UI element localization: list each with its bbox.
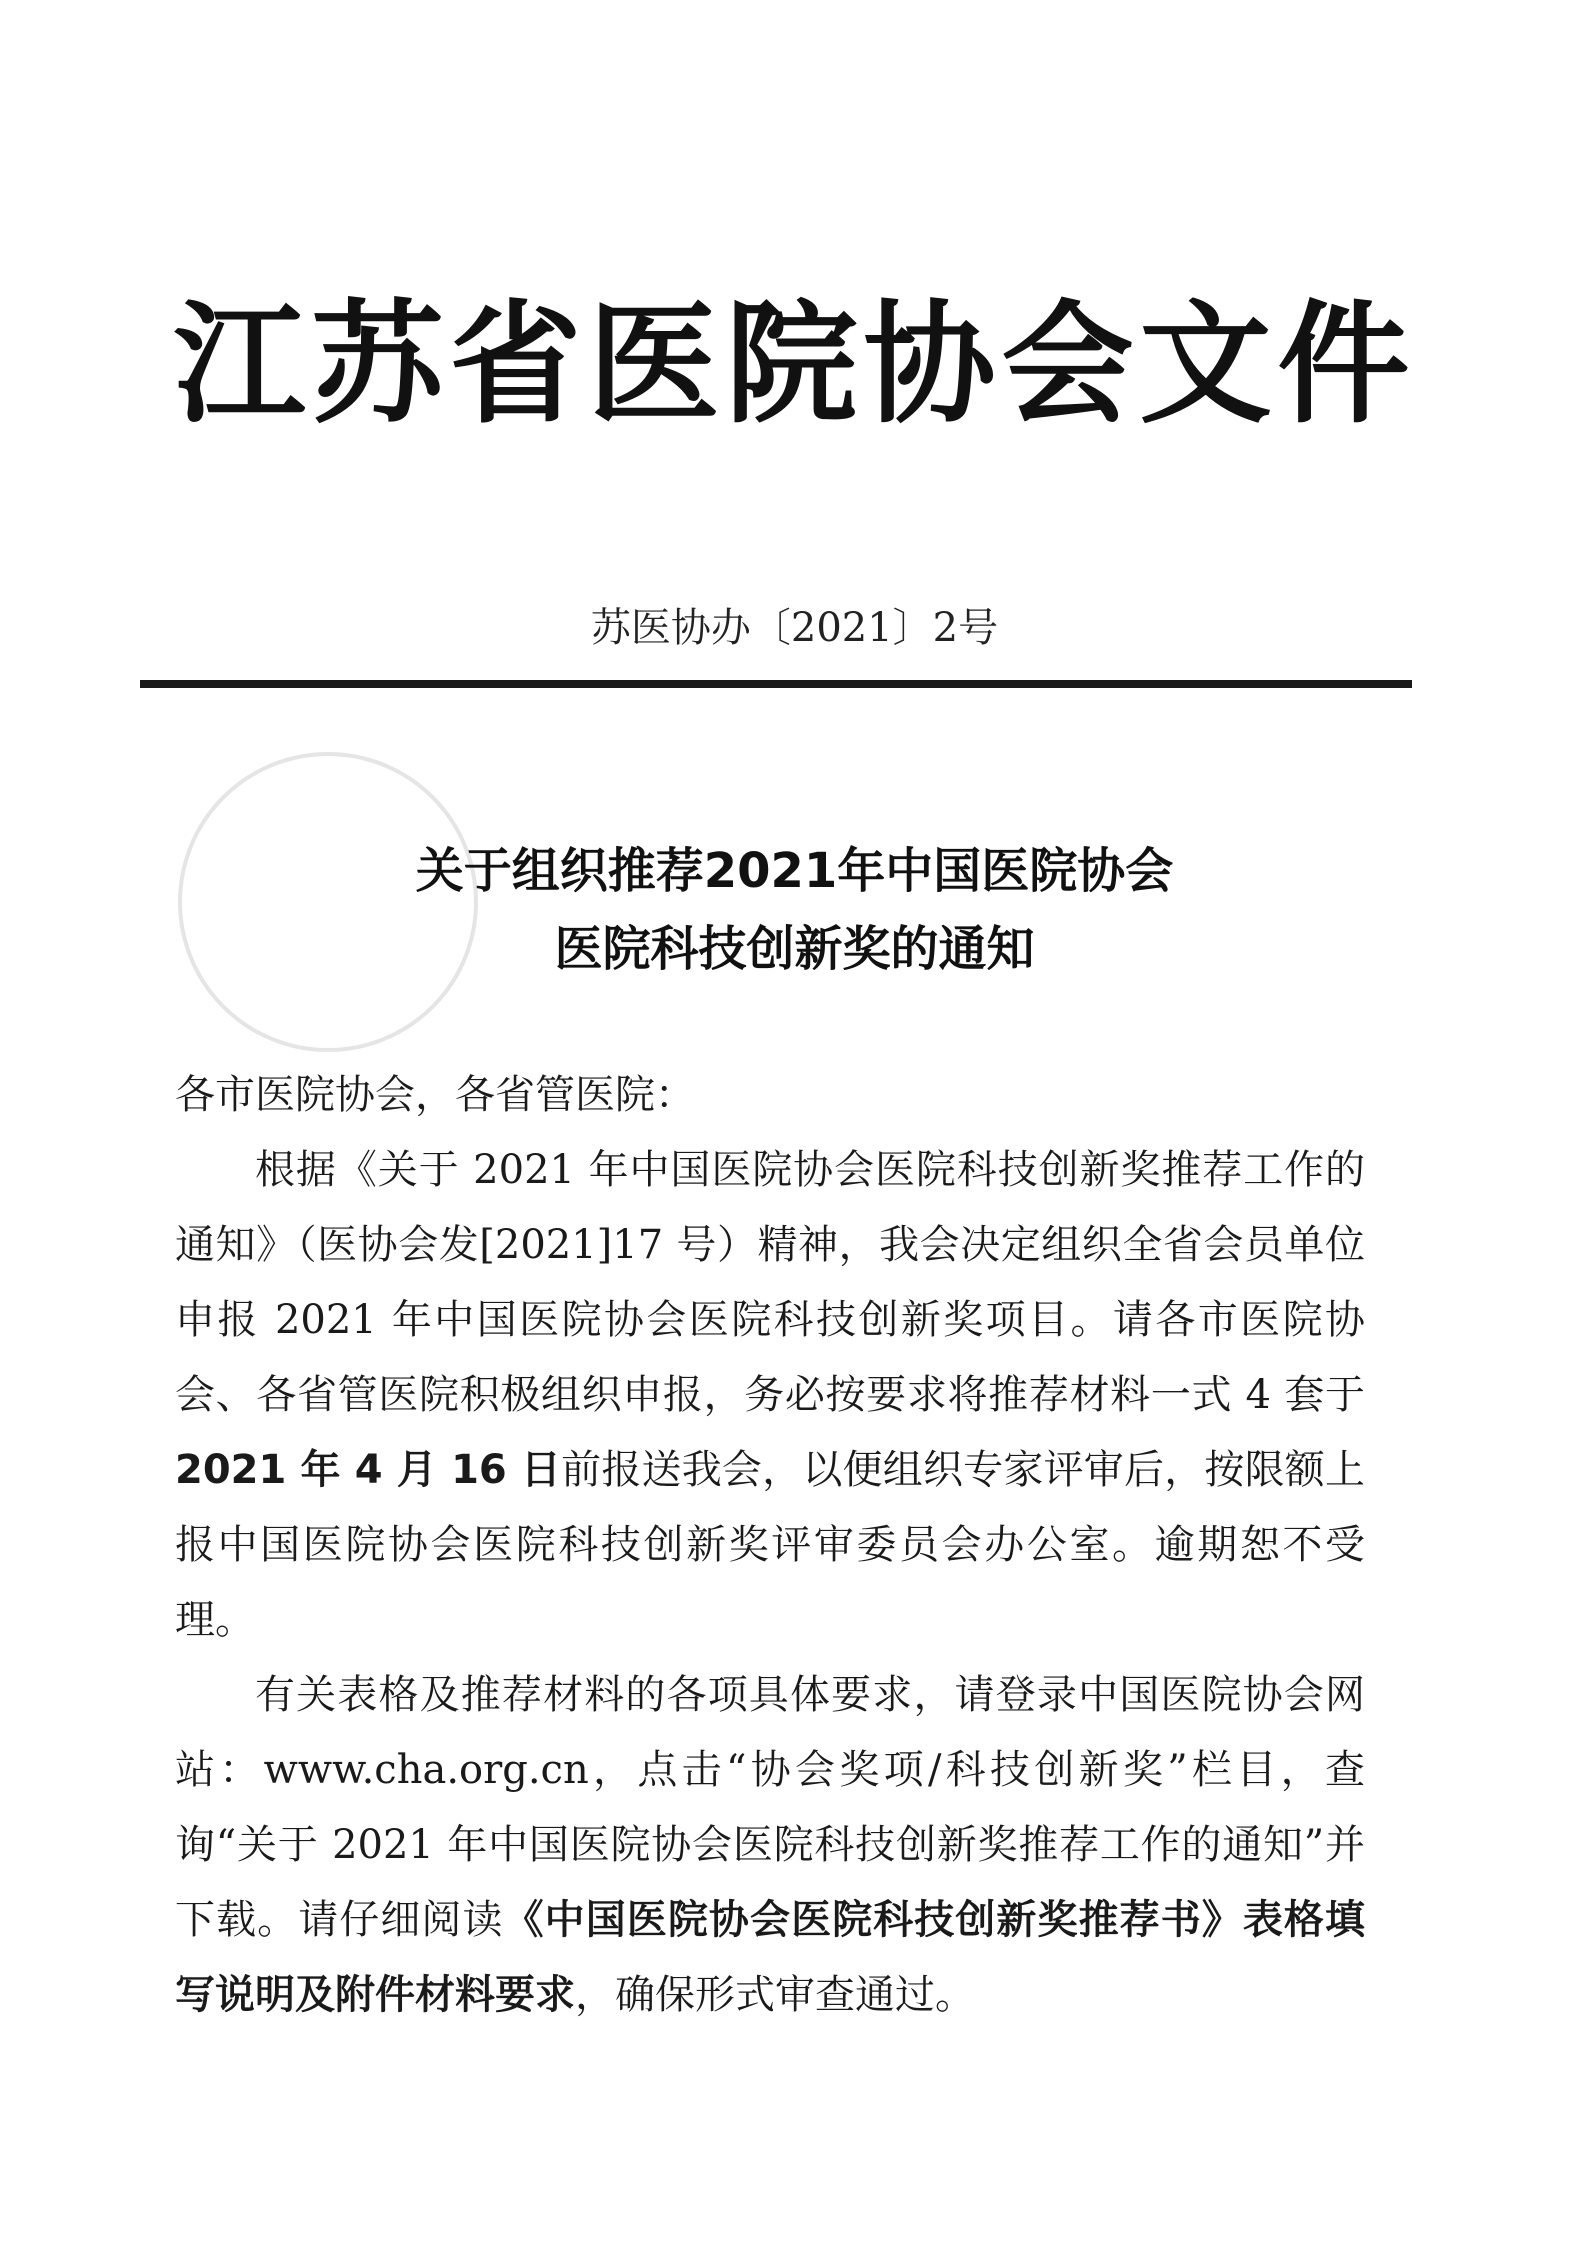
- paragraph-1-text: 根据《关于 2021 年中国医院协会医院科技创新奖推荐工作的通知》（医协会发[2021]17 号）精神，我会决定组织全省会员单位申报 2021 年中国医院协会医院科技创新奖项目。请各市医院协会、各省管医院积极组织申报，务必按要求将推荐材料一式 4 套于: [175, 1147, 1365, 1418]
- header-divider: [140, 680, 1412, 688]
- paragraph-2-text: 有关表格及推荐材料的各项具体要求，请登录中国医院协会网站：www.cha.org.cn，点击“协会奖项/科技创新奖”栏目，查询“关于 2021 年中国医院协会医院科技创新奖推荐工作的通知”并下载。请仔细阅读: [175, 1672, 1365, 1943]
- deadline-date: 2021 年 4 月 16 日: [175, 1447, 562, 1493]
- salutation: 各市医院协会，各省管医院：: [175, 1072, 695, 1118]
- body-text: [175, 1058, 1365, 2033]
- notice-title: [0, 832, 1589, 988]
- paragraph-2: [175, 1658, 1365, 2033]
- notice-title-line-1: 关于组织推荐2021年中国医院协会: [415, 843, 1174, 899]
- header-title: 江苏省医院协会文件: [173, 288, 1416, 442]
- paragraph-1: [175, 1133, 1365, 1658]
- document-number: 苏医协办〔2021〕2号: [590, 605, 999, 651]
- paragraph-1-tail: 前报送我会，以便组织专家评审后，按限额上报中国医院协会医院科技创新奖评审委员会办公室。逾期恕不受理。: [175, 1447, 1366, 1643]
- notice-title-line-2: 医院科技创新奖的通知: [554, 921, 1035, 977]
- paragraph-2-tail: ，确保形式审查通过。: [575, 1972, 975, 2018]
- emphasis-text: 《中国医院协会医院科技创新奖推荐书》表格填写说明及附件材料要求: [175, 1897, 1366, 2018]
